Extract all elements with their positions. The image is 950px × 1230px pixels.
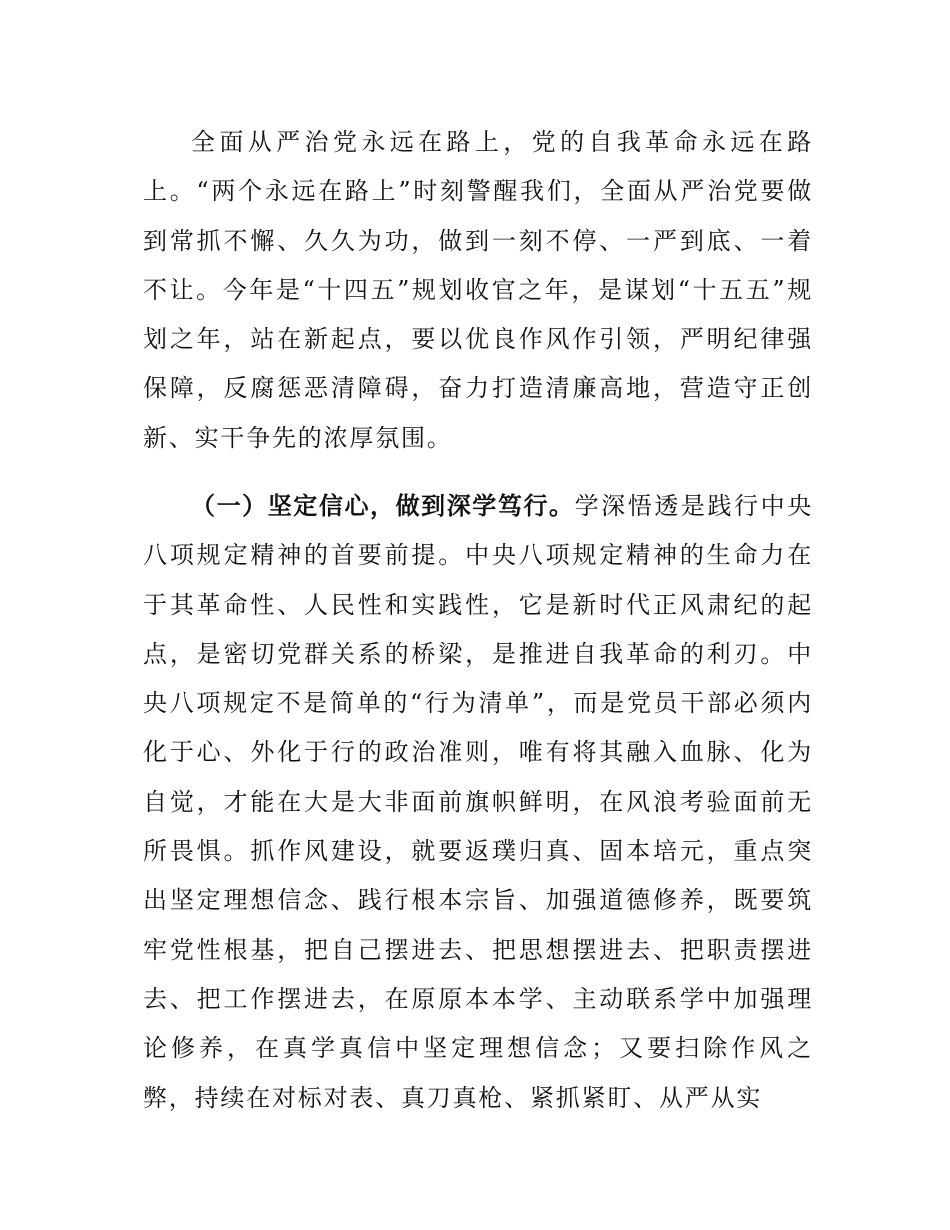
- section-heading: （一）坚定信心，做到深学笃行。: [191, 492, 575, 520]
- paragraph-intro: [143, 118, 813, 463]
- paragraph-section-one-text: 学深悟透是践行中央八项规定精神的首要前提。中央八项规定精神的生命力在于其革命性、人民性和实践性，它是新时代正风肃纪的起点，是密切党群关系的桥梁，是推进自我革命的利刃。中央八项规定不是简单的“行为清单”，而是党员干部必须内化于心、外化于行的政治准则，唯有将其融入血脉、化为自觉，才能在大是大非面前旗帜鲜明，在风浪考验面前无所畏惧。抓作风建设，就要返璞归真、固本培元，重点突出坚定理想信念、践行根本宗旨、加强道德修养，既要筑牢党性根基，把自己摆进去、把思想摆进去、把职责摆进去、把工作摆进去，在原原本本学、主动联系学中加强理论修养，在真学真信中坚定理想信念；又要扫除作风之弊，持续在对标对表、真刀真枪、紧抓紧盯、从严从实: [143, 492, 813, 1112]
- paragraph-intro-text: 全面从严治党永远在路上，党的自我革命永远在路上。“两个永远在路上”时刻警醒我们，全面从严治党要做到常抓不懈、久久为功，做到一刻不停、一严到底、一着不让。今年是“十四五”规划收官之年，是谋划“十五五”规划之年，站在新起点，要以优良作风作引领，严明纪律强保障，反腐惩恶清障碍，奋力打造清廉高地，营造守正创新、实干争先的浓厚氛围。: [143, 128, 813, 452]
- paragraph-section-one: [143, 482, 813, 1123]
